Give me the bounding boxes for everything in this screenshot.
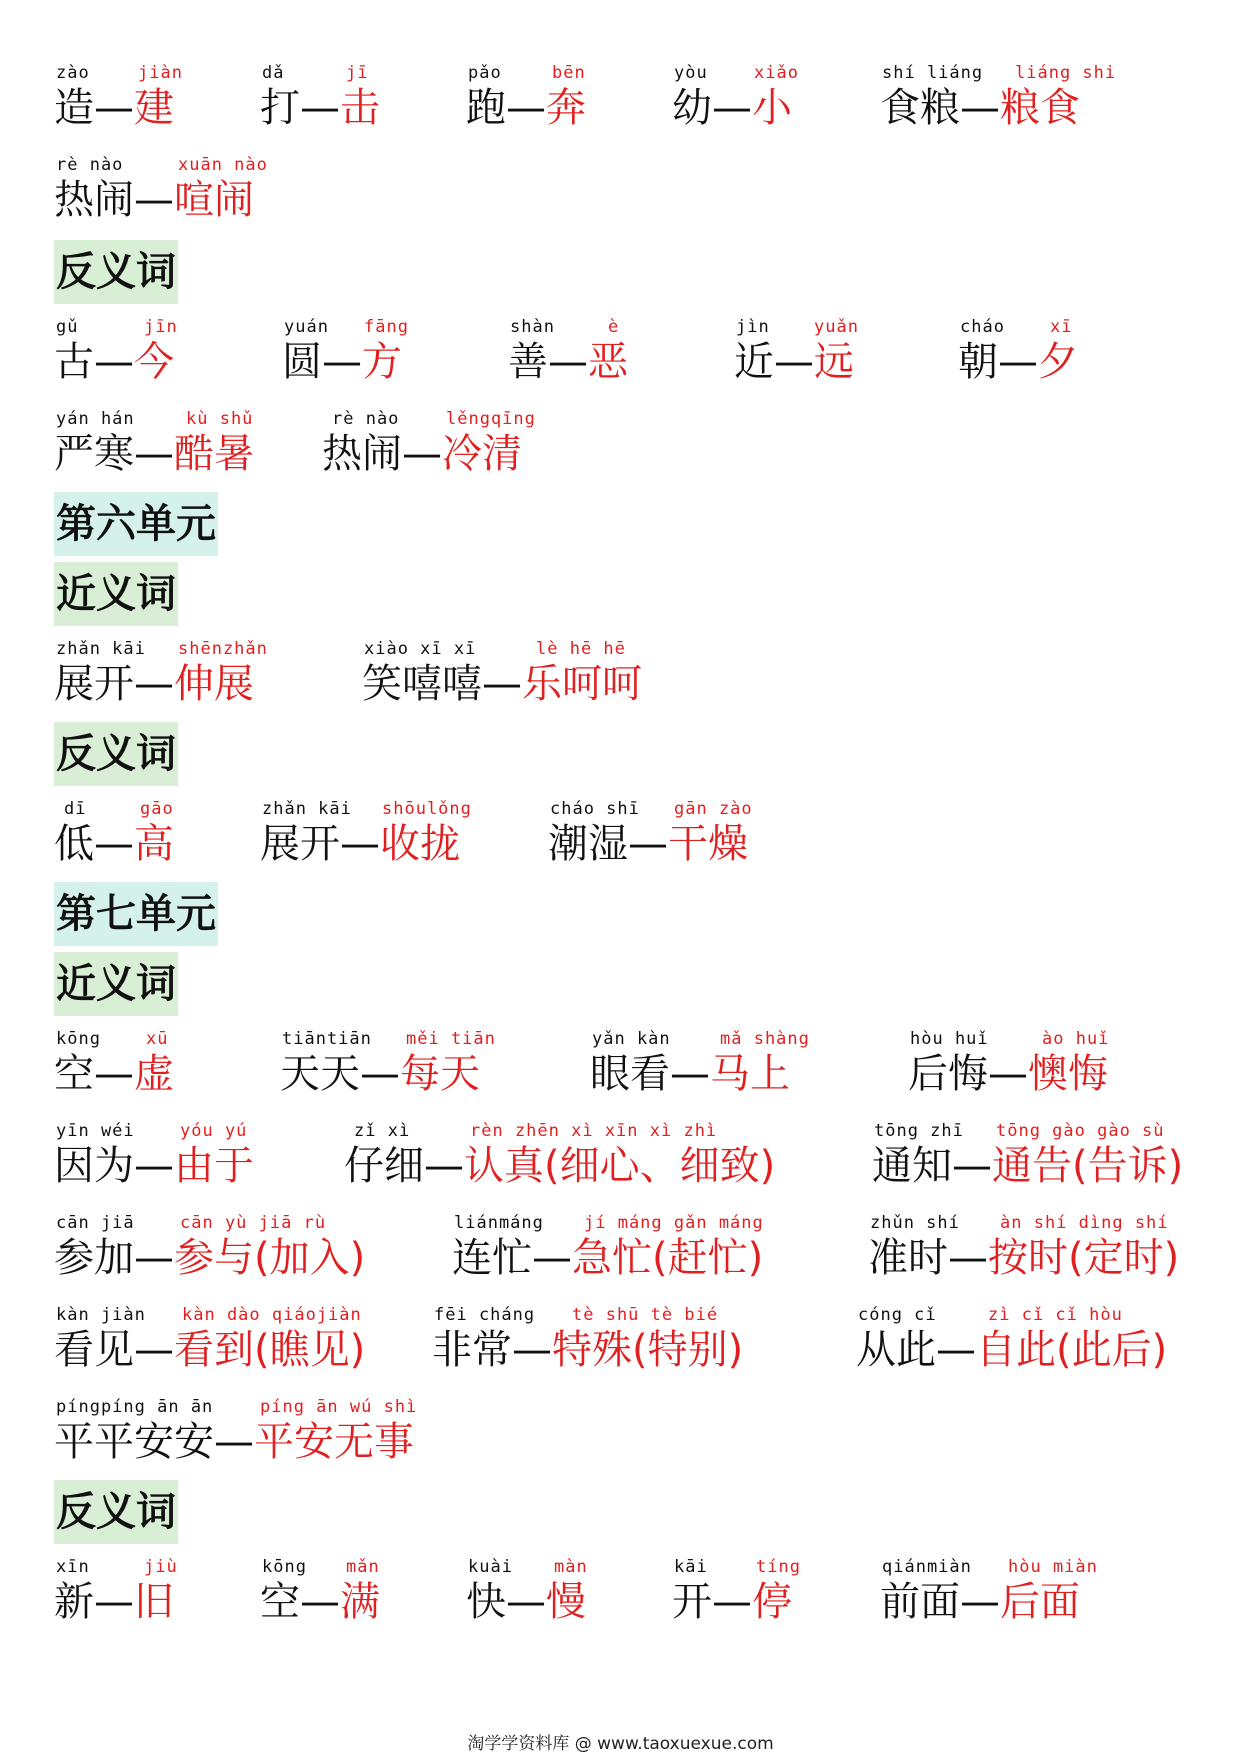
- dash: —: [670, 1051, 710, 1097]
- word-answer: 今: [134, 339, 174, 385]
- word: 古: [54, 339, 94, 385]
- word: 笑嘻嘻: [362, 661, 482, 707]
- pinyin: yuán: [284, 317, 329, 337]
- pinyin-answer: tíng: [756, 1557, 801, 1577]
- pinyin-answer: mǎ shàng: [720, 1029, 810, 1049]
- word-line: [54, 1141, 254, 1191]
- word: 通知: [872, 1143, 952, 1189]
- pinyin-answer: tōng gào gào sù: [996, 1121, 1165, 1141]
- word-answer: 看到(瞧见): [174, 1327, 366, 1373]
- dash: —: [340, 821, 380, 867]
- word-answer: 停: [752, 1579, 792, 1625]
- word-line: [54, 175, 254, 225]
- word-answer: 懊悔: [1028, 1051, 1108, 1097]
- word-line: [54, 1325, 365, 1375]
- word: 展开: [260, 821, 340, 867]
- pinyin: zhǔn shí: [870, 1213, 960, 1233]
- word-row: [0, 1028, 1241, 1108]
- dash: —: [482, 661, 522, 707]
- pinyin: cháo: [960, 317, 1005, 337]
- pinyin: yòu: [674, 63, 708, 83]
- dash: —: [402, 431, 442, 477]
- pinyin: yǎn kàn: [592, 1029, 671, 1049]
- dash: —: [960, 1579, 1000, 1625]
- dash: —: [134, 1143, 174, 1189]
- pinyin: fēi cháng: [434, 1305, 536, 1325]
- dash: —: [94, 1051, 134, 1097]
- word-answer: 马上: [710, 1051, 790, 1097]
- word: 准时: [868, 1235, 948, 1281]
- pinyin: zhǎn kāi: [56, 639, 146, 659]
- pinyin: zhǎn kāi: [262, 799, 352, 819]
- dash: —: [134, 1235, 174, 1281]
- word-line: [260, 83, 380, 133]
- word: 前面: [880, 1579, 960, 1625]
- word-row: [0, 154, 1241, 234]
- pinyin-answer: shōulǒng: [382, 799, 472, 819]
- pinyin: cóng cǐ: [858, 1305, 937, 1325]
- dash: —: [506, 85, 546, 131]
- dash: —: [134, 431, 174, 477]
- pinyin-answer: píng ān wú shì: [260, 1397, 418, 1417]
- pinyin: gǔ: [56, 317, 79, 337]
- word-line: [54, 659, 254, 709]
- dash: —: [134, 661, 174, 707]
- pinyin-answer: zì cǐ cǐ hòu: [988, 1305, 1123, 1325]
- dash: —: [300, 85, 340, 131]
- word-line: [590, 1049, 790, 1099]
- pinyin-answer: lěngqīng: [446, 409, 536, 429]
- dash: —: [548, 339, 588, 385]
- word-line: [452, 1233, 763, 1283]
- pinyin-answer: lè hē hē: [536, 639, 626, 659]
- section-heading-synonyms: 近义词: [54, 952, 178, 1016]
- word-line: [958, 337, 1078, 387]
- dash: —: [952, 1143, 992, 1189]
- pinyin-answer: yóu yú: [180, 1121, 248, 1141]
- pinyin-answer: jīn: [144, 317, 178, 337]
- word-answer: 冷清: [442, 431, 522, 477]
- dash: —: [506, 1579, 546, 1625]
- word-answer: 慢: [546, 1579, 586, 1625]
- word-line: [872, 1141, 1183, 1191]
- word-answer: 旧: [134, 1579, 174, 1625]
- pinyin-answer: mǎn: [346, 1557, 380, 1577]
- pinyin: pǎo: [468, 63, 502, 83]
- word-line: [466, 1577, 586, 1627]
- pinyin: kàn jiàn: [56, 1305, 146, 1325]
- word-line: [344, 1141, 775, 1191]
- word: 朝: [958, 339, 998, 385]
- pinyin: tōng zhī: [874, 1121, 964, 1141]
- pinyin-answer: jí máng gǎn máng: [584, 1213, 764, 1233]
- dash: —: [94, 821, 134, 867]
- pinyin-answer: jiàn: [138, 63, 183, 83]
- footer-watermark: 淘学学资料库 @ www.taoxuexue.com: [467, 1734, 774, 1754]
- word-answer: 伸展: [174, 661, 254, 707]
- word-line: [734, 337, 854, 387]
- dash: —: [134, 1327, 174, 1373]
- word: 打: [260, 85, 300, 131]
- pinyin-answer: hòu miàn: [1008, 1557, 1098, 1577]
- word-answer: 参与(加入): [174, 1235, 366, 1281]
- word-line: [54, 1233, 365, 1283]
- pinyin: kōng: [262, 1557, 307, 1577]
- word-line: [880, 1577, 1080, 1627]
- pinyin-answer: àn shí dìng shí: [1000, 1213, 1169, 1233]
- dash: —: [712, 85, 752, 131]
- dash: —: [774, 339, 814, 385]
- word-row: [0, 1304, 1241, 1384]
- word-answer: 每天: [400, 1051, 480, 1097]
- word-answer: 恶: [588, 339, 628, 385]
- word-line: [54, 819, 174, 869]
- pinyin-answer: bēn: [552, 63, 586, 83]
- word-line: [282, 337, 402, 387]
- word: 严寒: [54, 431, 134, 477]
- word: 空: [260, 1579, 300, 1625]
- word: 参加: [54, 1235, 134, 1281]
- pinyin: píngpíng ān ān: [56, 1397, 214, 1417]
- word: 看见: [54, 1327, 134, 1373]
- word-answer: 收拢: [380, 821, 460, 867]
- section-heading-antonyms: 反义词: [54, 1480, 178, 1544]
- word-answer: 乐呵呵: [522, 661, 642, 707]
- dash: —: [360, 1051, 400, 1097]
- word-answer: 自此(此后): [976, 1327, 1168, 1373]
- pinyin-answer: ào huǐ: [1042, 1029, 1110, 1049]
- word-answer: 通告(告诉): [992, 1143, 1184, 1189]
- pinyin-answer: liáng shi: [1015, 63, 1117, 83]
- word-answer: 奔: [546, 85, 586, 131]
- word-answer: 认真(细心、细致): [464, 1143, 776, 1189]
- dash: —: [322, 339, 362, 385]
- word: 造: [54, 85, 94, 131]
- section-heading-antonyms: 反义词: [54, 722, 178, 786]
- word: 因为: [54, 1143, 134, 1189]
- word-row: [0, 798, 1241, 878]
- word: 新: [54, 1579, 94, 1625]
- dash: —: [532, 1235, 572, 1281]
- word-line: [672, 1577, 792, 1627]
- word: 食粮: [880, 85, 960, 131]
- pinyin: yán hán: [56, 409, 135, 429]
- word-line: [362, 659, 642, 709]
- pinyin: liánmáng: [454, 1213, 544, 1233]
- word: 潮湿: [548, 821, 628, 867]
- section-heading-antonyms: 反义词: [54, 240, 178, 304]
- word-row: [0, 1556, 1241, 1636]
- dash: —: [424, 1143, 464, 1189]
- dash: —: [988, 1051, 1028, 1097]
- pinyin-answer: měi tiān: [406, 1029, 496, 1049]
- dash: —: [948, 1235, 988, 1281]
- word-answer: 击: [340, 85, 380, 131]
- dash: —: [998, 339, 1038, 385]
- dash: —: [94, 85, 134, 131]
- word-row: [0, 316, 1241, 396]
- word-row: [0, 1396, 1241, 1476]
- word: 跑: [466, 85, 506, 131]
- word-line: [54, 83, 174, 133]
- unit-heading-6: 第六单元: [54, 492, 218, 556]
- word-answer: 急忙(赶忙): [572, 1235, 764, 1281]
- dash: —: [936, 1327, 976, 1373]
- unit-heading-7: 第七单元: [54, 882, 218, 946]
- pinyin-answer: jiù: [144, 1557, 178, 1577]
- word-row: [0, 638, 1241, 718]
- word: 圆: [282, 339, 322, 385]
- pinyin: hòu huǐ: [910, 1029, 989, 1049]
- word-line: [280, 1049, 480, 1099]
- word-line: [908, 1049, 1108, 1099]
- word-row: [0, 62, 1241, 142]
- pinyin: zǐ xì: [354, 1121, 411, 1141]
- pinyin-answer: yuǎn: [814, 317, 859, 337]
- word: 近: [734, 339, 774, 385]
- word-answer: 酷暑: [174, 431, 254, 477]
- word: 善: [508, 339, 548, 385]
- word-answer: 虚: [134, 1051, 174, 1097]
- pinyin-answer: cān yù jiā rù: [180, 1213, 327, 1233]
- word-answer: 远: [814, 339, 854, 385]
- word: 低: [54, 821, 94, 867]
- word-line: [260, 819, 460, 869]
- dash: —: [628, 821, 668, 867]
- word-row: [0, 408, 1241, 488]
- dash: —: [512, 1327, 552, 1373]
- word-line: [260, 1577, 380, 1627]
- word: 快: [466, 1579, 506, 1625]
- word: 热闹: [322, 431, 402, 477]
- dash: —: [94, 1579, 134, 1625]
- word: 天天: [280, 1051, 360, 1097]
- pinyin: dī: [64, 799, 87, 819]
- word-answer: 平安无事: [254, 1419, 414, 1465]
- section-heading-synonyms: 近义词: [54, 562, 178, 626]
- word: 幼: [672, 85, 712, 131]
- word-line: [432, 1325, 743, 1375]
- word-line: [548, 819, 748, 869]
- pinyin: kōng: [56, 1029, 101, 1049]
- pinyin: rè nào: [56, 155, 124, 175]
- word: 开: [672, 1579, 712, 1625]
- word: 仔细: [344, 1143, 424, 1189]
- word: 连忙: [452, 1235, 532, 1281]
- pinyin-answer: tè shū tè bié: [572, 1305, 719, 1325]
- pinyin-answer: xiǎo: [754, 63, 799, 83]
- word: 从此: [856, 1327, 936, 1373]
- pinyin-answer: è: [608, 317, 620, 337]
- word-answer: 高: [134, 821, 174, 867]
- word-answer: 方: [362, 339, 402, 385]
- pinyin: shàn: [510, 317, 555, 337]
- word-line: [54, 1417, 414, 1467]
- word-answer: 按时(定时): [988, 1235, 1180, 1281]
- word-answer: 建: [134, 85, 174, 131]
- word: 眼看: [590, 1051, 670, 1097]
- pinyin-answer: xī: [1050, 317, 1073, 337]
- word-line: [54, 337, 174, 387]
- dash: —: [214, 1419, 254, 1465]
- pinyin-answer: fāng: [364, 317, 409, 337]
- pinyin-answer: gāo: [140, 799, 174, 819]
- pinyin: kāi: [674, 1557, 708, 1577]
- word-line: [54, 1049, 174, 1099]
- pinyin-answer: shēnzhǎn: [178, 639, 268, 659]
- word: 展开: [54, 661, 134, 707]
- dash: —: [960, 85, 1000, 131]
- pinyin: qiánmiàn: [882, 1557, 972, 1577]
- pinyin: kuài: [468, 1557, 513, 1577]
- dash: —: [712, 1579, 752, 1625]
- word-answer: 特殊(特别): [552, 1327, 744, 1373]
- pinyin: xīn: [56, 1557, 90, 1577]
- word-row: [0, 1120, 1241, 1200]
- word-line: [672, 83, 792, 133]
- word-line: [54, 1577, 174, 1627]
- pinyin: yīn wéi: [56, 1121, 135, 1141]
- pinyin-answer: kàn dào qiáojiàn: [182, 1305, 362, 1325]
- pinyin: cháo shī: [550, 799, 640, 819]
- word-answer: 小: [752, 85, 792, 131]
- word-answer: 由于: [174, 1143, 254, 1189]
- pinyin-answer: jī: [346, 63, 369, 83]
- word-answer: 满: [340, 1579, 380, 1625]
- word-answer: 后面: [1000, 1579, 1080, 1625]
- word-line: [54, 429, 254, 479]
- word: 空: [54, 1051, 94, 1097]
- pinyin-answer: xuān nào: [178, 155, 268, 175]
- pinyin: cān jiā: [56, 1213, 135, 1233]
- word: 热闹: [54, 177, 134, 223]
- pinyin-answer: rèn zhēn xì xīn xì zhì: [470, 1121, 718, 1141]
- pinyin-answer: gān zào: [674, 799, 753, 819]
- word-line: [856, 1325, 1167, 1375]
- pinyin: tiāntiān: [282, 1029, 372, 1049]
- word-line: [880, 83, 1080, 133]
- pinyin: xiào xī xī: [364, 639, 477, 659]
- word-answer: 粮食: [1000, 85, 1080, 131]
- pinyin: dǎ: [262, 63, 285, 83]
- pinyin: jìn: [736, 317, 770, 337]
- word-line: [466, 83, 586, 133]
- dash: —: [300, 1579, 340, 1625]
- dash: —: [134, 177, 174, 223]
- pinyin-answer: màn: [554, 1557, 588, 1577]
- word-line: [322, 429, 522, 479]
- word-answer: 喧闹: [174, 177, 254, 223]
- word-line: [868, 1233, 1179, 1283]
- word-answer: 干燥: [668, 821, 748, 867]
- word-line: [508, 337, 628, 387]
- word: 后悔: [908, 1051, 988, 1097]
- pinyin-answer: kù shǔ: [186, 409, 254, 429]
- pinyin: rè nào: [332, 409, 400, 429]
- pinyin-answer: xū: [146, 1029, 169, 1049]
- pinyin: zào: [56, 63, 90, 83]
- word: 平平安安: [54, 1419, 214, 1465]
- pinyin: shí liáng: [882, 63, 984, 83]
- word-answer: 夕: [1038, 339, 1078, 385]
- dash: —: [94, 339, 134, 385]
- word: 非常: [432, 1327, 512, 1373]
- word-row: [0, 1212, 1241, 1292]
